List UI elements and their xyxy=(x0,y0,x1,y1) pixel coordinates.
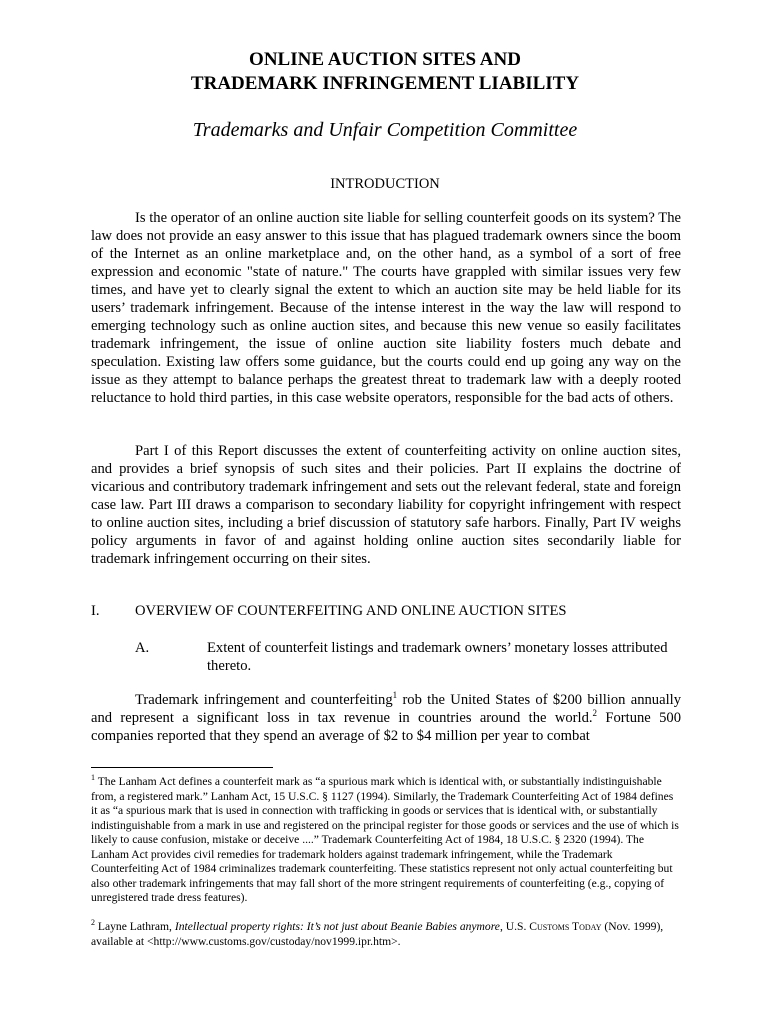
section-title: OVERVIEW OF COUNTERFEITING AND ONLINE AUCTION SITES xyxy=(135,603,567,619)
footnote-separator xyxy=(91,767,273,768)
committee-subtitle: Trademarks and Unfair Competition Committee xyxy=(192,119,578,141)
document-title-line-2: TRADEMARK INFRINGEMENT LIABILITY xyxy=(190,73,580,94)
footnote-publication: , U.S. Customs Today xyxy=(499,920,602,933)
footnote-2 xyxy=(91,920,681,949)
subsection-title: Extent of counterfeit listings and trademark owners’ monetary losses attributed thereto. xyxy=(207,640,668,674)
introduction-paragraph-1: Is the operator of an online auction site liable for selling counterfeit goods on its system? The law does not provide an easy answer to this issue that has plagued trademark owners since the boom of the Internet as an online marketplace and, on the other hand, as a symbol of a sort of free expression and economic "state of nature." The courts have grappled with similar issues very few times, and have yet to clearly signal the extent to which an auction site may be held liable for its users’ trademark infringement. Because of the intense interest in the way the law will respond to emerging technology such as online auction sites, and because this new venue so easily facilitates trademark infringement, the issue of online auction site liability fosters much debate and speculation. Existing law offers some guidance, but the courts could end up going any way on the issue as they attempt to balance perhaps the greatest threat to trademark law with a deeply rooted reluctance to hold third parties, in this case website operators, responsible for the bad acts of others. xyxy=(91,210,681,406)
paragraph-text: Fortune 500 companies reported that they spend an average of $2 to $4 million per year to combat xyxy=(91,710,681,744)
paragraph-text: rob the United States of $200 billion annually and represent a significant loss in tax revenue in countries around the world. xyxy=(91,692,681,726)
footnote-1 xyxy=(91,775,681,906)
footnote-ref-1[interactable]: 1 xyxy=(392,690,398,700)
document-title-line-1: ONLINE AUCTION SITES AND xyxy=(249,49,521,70)
subsection-letter: A. xyxy=(135,640,150,656)
paragraph-text: Trademark infringement and counterfeiting xyxy=(135,692,393,708)
footnote-article-title: Intellectual property rights: It’s not just about Beanie Babies anymore xyxy=(174,920,500,933)
introduction-paragraph-2: Part I of this Report discusses the extent of counterfeiting activity on online auction sites, and provides a brief synopsis of such sites and their policies. Part II explains the doctrine of vicarious and contributory trademark infringement and sets out the relevant federal, state and foreign case law. Part III draws a comparison to secondary liability for copyright infringement with respect to online auction sites, including a brief discussion of statutory safe harbors. Finally, Part IV weighs policy arguments in favor of and against holding online auction sites secondarily liable for trademark infringement occurring on their sites. xyxy=(91,443,681,567)
footnote-author: Layne Lathram, xyxy=(95,920,175,933)
footnote-text: The Lanham Act defines a counterfeit mark as “a spurious mark which is identical with, or substantially indistinguishable from, a registered mark.” Lanham Act, 15 U.S.C. § 1127 (1994). Similarly, the Trademark Counterfeiting Act of 1984 defines it as “a spurious mark that is used in connection with trafficking in goods or services that is identical with, or substantially indistinguishable from a mark in use and registered on the principal register for those goods or services and the use of which is likely to cause confusion, mistake or deceive ....” Trademark Counterfeiting Act of 1984, 18 U.S.C. § 2320 (1994). The Lanham Act provides civil remedies for trademark holders against trademark infringement, while the Trademark Counterfeiting Act of 1984 criminalizes trademark counterfeiting. These statistics represent not only actual counterfeiting but also other trademark infringements that may fall short of the more stringent requirements of counterfeiting (e.g., copying of unregistered trade dress features). xyxy=(91,775,679,904)
introduction-heading: INTRODUCTION xyxy=(330,176,440,192)
section-number: I. xyxy=(91,603,100,619)
footnote-marker-1: 1 xyxy=(91,773,95,782)
footnote-marker-2: 2 xyxy=(91,918,95,927)
footnote-ref-2[interactable]: 2 xyxy=(592,708,598,718)
footnote-citation: (Nov. 1999), available at <http://www.customs.gov/custoday/nov1999.ipr.htm>. xyxy=(91,920,664,948)
body-paragraph-3 xyxy=(91,691,681,745)
